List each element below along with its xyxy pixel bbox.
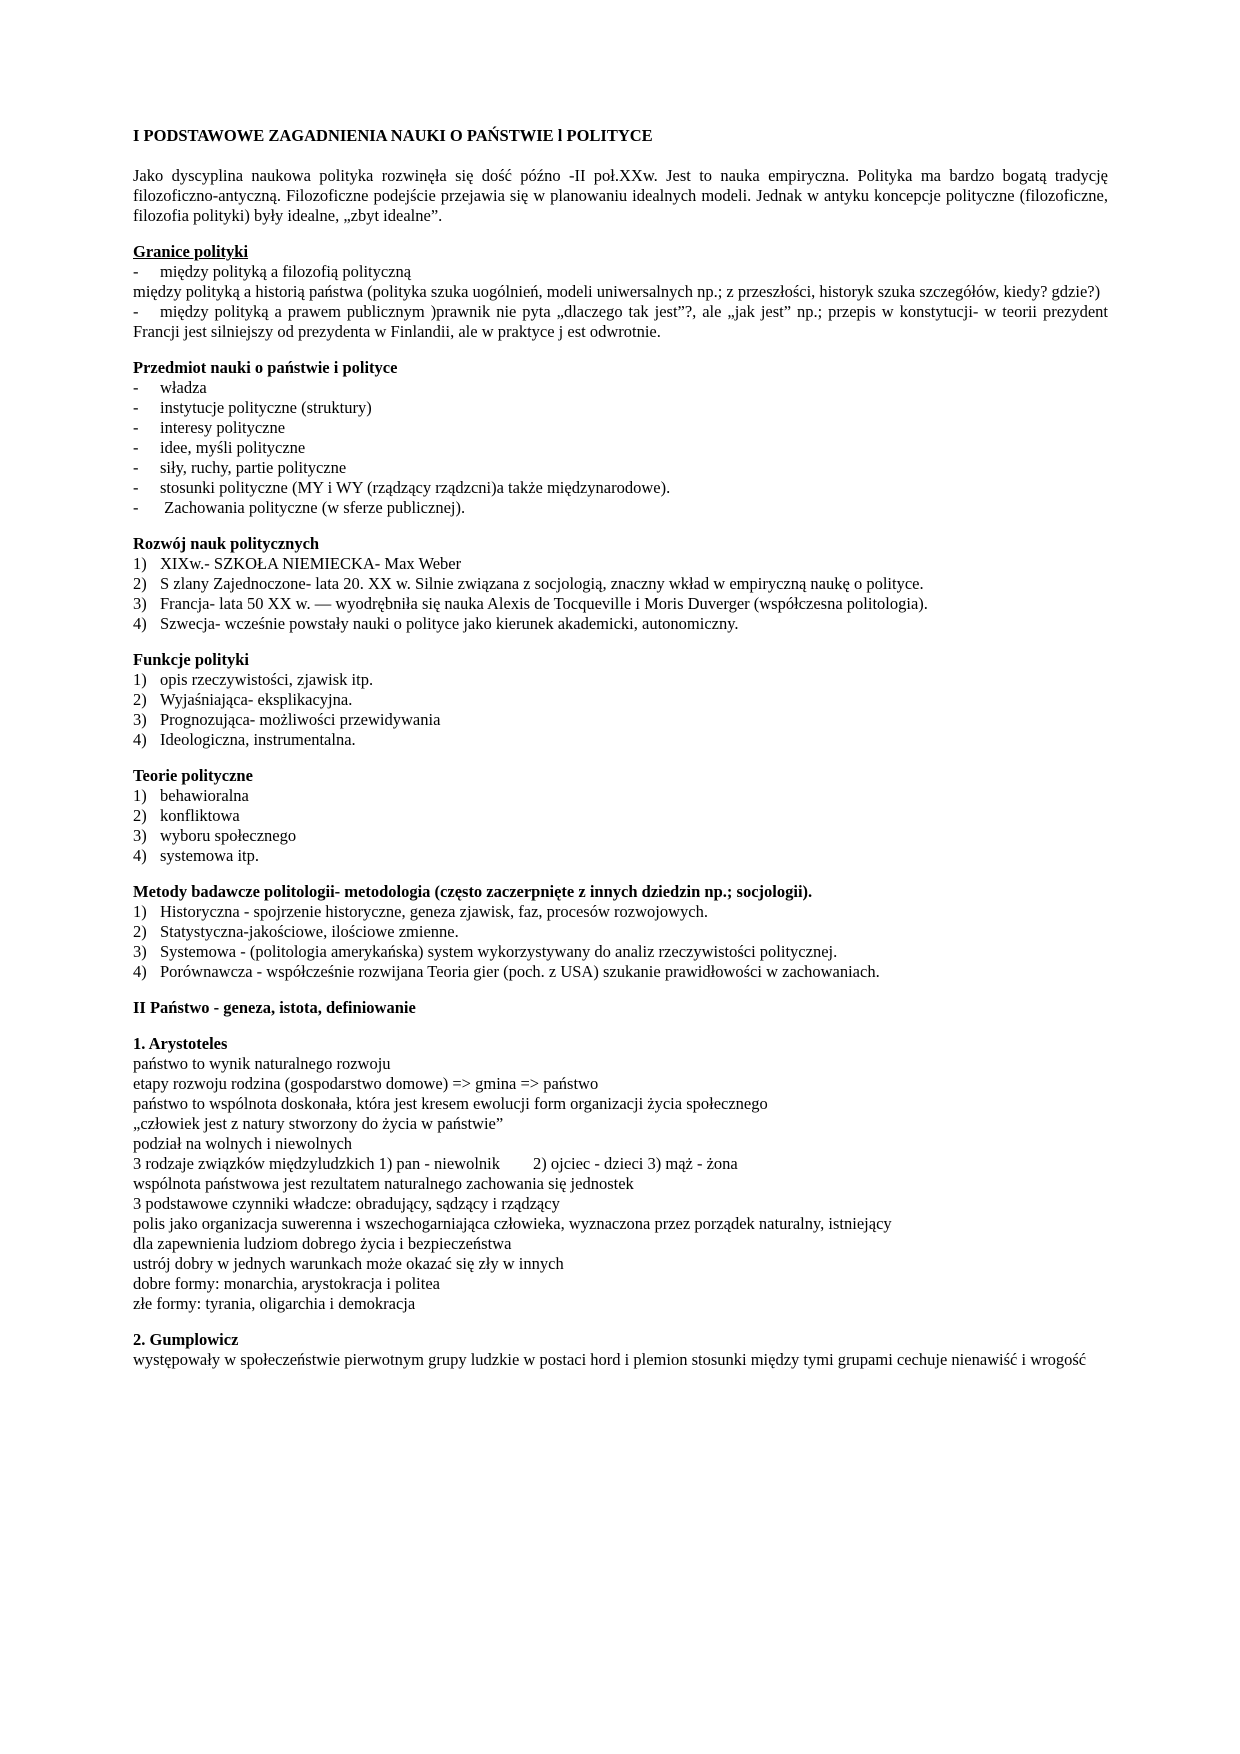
list-item <box>133 690 1108 710</box>
section-heading-granice: Granice polityki <box>133 242 249 261</box>
list-marker: - <box>133 262 139 281</box>
list-marker: 3) <box>133 710 147 729</box>
section-heading-funkcje: Funkcje polityki <box>133 650 249 669</box>
list-marker: - <box>133 398 139 417</box>
list-marker: 2) <box>133 574 147 593</box>
list-marker: - <box>133 498 139 517</box>
list-marker: 4) <box>133 614 147 633</box>
list-item <box>133 262 1108 282</box>
section-funkcje <box>133 650 1108 750</box>
list-item <box>133 398 1108 418</box>
list-marker: - <box>133 302 139 321</box>
section-panstwo <box>133 998 1108 1018</box>
section-heading-metody: Metody badawcze politologii- metodologia (często zaczerpnięte z innych dziedzin np.; socjologii). <box>133 882 813 901</box>
list-marker: 1) <box>133 554 147 573</box>
list-item-text: Wyjaśniająca- eksplikacyjna. <box>160 690 353 709</box>
list-item <box>133 498 1108 518</box>
list-item <box>133 922 1108 942</box>
text-line: polis jako organizacja suwerenna i wszechogarniająca człowieka, wyznaczona przez porządek naturalny, istniejący <box>133 1214 892 1233</box>
list-item-text: Prognozująca- możliwości przewidywania <box>160 710 441 729</box>
list-item-text: systemowa itp. <box>160 846 259 865</box>
section-heading-teorie: Teorie polityczne <box>133 766 253 785</box>
list-item-text: Zachowania polityczne (w sferze publicznej). <box>160 498 466 517</box>
section-heading-gumplowicz: 2. Gumplowicz <box>133 1330 239 1349</box>
list-item-text: stosunki polityczne (MY i WY (rządzący rządzcni)a także międzynarodowe). <box>160 478 671 497</box>
list-item <box>133 418 1108 438</box>
text-line: dla zapewnienia ludziom dobrego życia i bezpieczeństwa <box>133 1234 512 1253</box>
list-marker: 4) <box>133 846 147 865</box>
list-marker: - <box>133 458 139 477</box>
list-item <box>133 730 1108 750</box>
list-item-text: S zlany Zajednoczone- lata 20. XX w. Silnie związana z socjologią, znaczny wkład w empiryczną naukę o polityce. <box>160 574 924 593</box>
text-line: dobre formy: monarchia, arystokracja i politea <box>133 1274 440 1293</box>
list-marker: - <box>133 438 139 457</box>
section-heading-arystoteles: 1. Arystoteles <box>133 1034 228 1053</box>
text-line: „człowiek jest z natury stworzony do życia w państwie” <box>133 1114 504 1133</box>
list-item <box>133 902 1108 922</box>
list-marker: 2) <box>133 690 147 709</box>
list-marker: 1) <box>133 902 147 921</box>
list-item-text: instytucje polityczne (struktury) <box>160 398 372 417</box>
list-item <box>133 710 1108 730</box>
list-item-text: wyboru społecznego <box>160 826 297 845</box>
list-item <box>133 614 1108 634</box>
list-item <box>133 302 1108 342</box>
list-item-text: Porównawcza - współcześnie rozwijana Teoria gier (poch. z USA) szukanie prawidłowości w zachowaniach. <box>160 962 880 981</box>
list-marker: 3) <box>133 594 147 613</box>
list-item <box>133 846 1108 866</box>
list-marker: - <box>133 418 139 437</box>
text-line: państwo to wspólnota doskonała, która jest kresem ewolucji form organizacji życia społecznego <box>133 1094 768 1113</box>
section-gumplowicz <box>133 1330 1108 1370</box>
list-item-text: Statystyczna-jakościowe, ilościowe zmienne. <box>160 922 459 941</box>
list-item-text: behawioralna <box>160 786 249 805</box>
list-item <box>133 594 1108 614</box>
list-item-text: Szwecja- wcześnie powstały nauki o polityce jako kierunek akademicki, autonomiczny. <box>160 614 739 633</box>
section-heading-rozwoj: Rozwój nauk politycznych <box>133 534 320 553</box>
list-marker: 3) <box>133 942 147 961</box>
list-item <box>133 478 1108 498</box>
list-item: między polityką a historią państwa (polityka szuka uogólnień, modeli uniwersalnych np.; z przeszłości, historyk szuka szczegółów, kiedy? gdzie?) <box>133 282 1101 301</box>
list-item-text: konfliktowa <box>160 806 240 825</box>
list-marker: 3) <box>133 826 147 845</box>
list-item <box>133 438 1108 458</box>
list-item <box>133 378 1108 398</box>
text-line: podział na wolnych i niewolnych <box>133 1134 353 1153</box>
list-item <box>133 670 1108 690</box>
intro-paragraph: Jako dyscyplina naukowa polityka rozwinęła się dość późno -II poł.XXw. Jest to nauka empiryczna. Polityka ma bardzo bogatą tradycję filozoficzno-antyczną. Filozoficzne podejście przejawia się w planowaniu idealnych modeli. Jednak w antyku koncepcje polityczne (filozoficzne, filozofia polityki) były idealne, „zbyt idealne”. <box>133 166 1108 225</box>
document-title: I PODSTAWOWE ZAGADNIENIA NAUKI O PAŃSTWIE l POLITYCE <box>133 126 653 145</box>
list-item-text: między polityką a filozofią polityczną <box>160 262 412 281</box>
list-item-text: Ideologiczna, instrumentalna. <box>160 730 356 749</box>
list-item-text: opis rzeczywistości, zjawisk itp. <box>160 670 374 689</box>
section-przedmiot <box>133 358 1108 518</box>
list-marker: 4) <box>133 962 147 981</box>
section-arystoteles <box>133 1034 1108 1314</box>
list-item-text: siły, ruchy, partie polityczne <box>160 458 347 477</box>
list-item <box>133 962 1108 982</box>
text-line: 3 podstawowe czynniki władcze: obradujący, sądzący i rządzący <box>133 1194 560 1213</box>
list-marker: - <box>133 478 139 497</box>
section-heading-panstwo: II Państwo - geneza, istota, definiowanie <box>133 998 416 1017</box>
section-rozwoj <box>133 534 1108 634</box>
list-marker: 2) <box>133 922 147 941</box>
list-item <box>133 458 1108 478</box>
list-item <box>133 786 1108 806</box>
list-marker: 1) <box>133 670 147 689</box>
list-item <box>133 826 1108 846</box>
list-item-text: interesy polityczne <box>160 418 286 437</box>
section-metody <box>133 882 1108 982</box>
text-line: 3 rodzaje związków międzyludzkich 1) pan - niewolnik 2) ojciec - dzieci 3) mąż - żona <box>133 1154 738 1173</box>
section-heading-przedmiot: Przedmiot nauki o państwie i polityce <box>133 358 398 377</box>
list-item <box>133 574 1108 594</box>
text-line: ustrój dobry w jednych warunkach może okazać się zły w innych <box>133 1254 564 1273</box>
list-marker: 1) <box>133 786 147 805</box>
text-line: państwo to wynik naturalnego rozwoju <box>133 1054 391 1073</box>
text-line: wspólnota państwowa jest rezultatem naturalnego zachowania się jednostek <box>133 1174 634 1193</box>
text-line: złe formy: tyrania, oligarchia i demokracja <box>133 1294 416 1313</box>
list-marker: - <box>133 378 139 397</box>
list-item-text: XIXw.- SZKOŁA NIEMIECKA- Max Weber <box>160 554 462 573</box>
text-line: etapy rozwoju rodzina (gospodarstwo domowe) => gmina => państwo <box>133 1074 599 1093</box>
list-item-text: Systemowa - (politologia amerykańska) system wykorzystywany do analiz rzeczywistości politycznej. <box>160 942 838 961</box>
list-marker: 4) <box>133 730 147 749</box>
list-item-text: idee, myśli polityczne <box>160 438 306 457</box>
section-granice <box>133 242 1108 342</box>
section-teorie <box>133 766 1108 866</box>
list-item-text: Historyczna - spojrzenie historyczne, geneza zjawisk, faz, procesów rozwojowych. <box>160 902 708 921</box>
list-item-text: władza <box>160 378 207 397</box>
list-item <box>133 942 1108 962</box>
list-item <box>133 806 1108 826</box>
list-item-text: między polityką a prawem publicznym )prawnik nie pyta „dlaczego tak jest”?, ale „jak jest” np.; przepis w konstytucji- w teorii prezydent Francji jest silniejszy od prezydenta w Finlandii, ale w praktyce j est odwrotnie. <box>133 302 1108 341</box>
list-marker: 2) <box>133 806 147 825</box>
section-paragraph: występowały w społeczeństwie pierwotnym grupy ludzkie w postaci hord i plemion stosunki między tymi grupami cechuje nienawiść i wrogość <box>133 1350 1087 1369</box>
list-item <box>133 554 1108 574</box>
list-item-text: Francja- lata 50 XX w. — wyodrębniła się nauka Alexis de Tocqueville i Moris Duverger (współczesna politologia). <box>160 594 928 613</box>
